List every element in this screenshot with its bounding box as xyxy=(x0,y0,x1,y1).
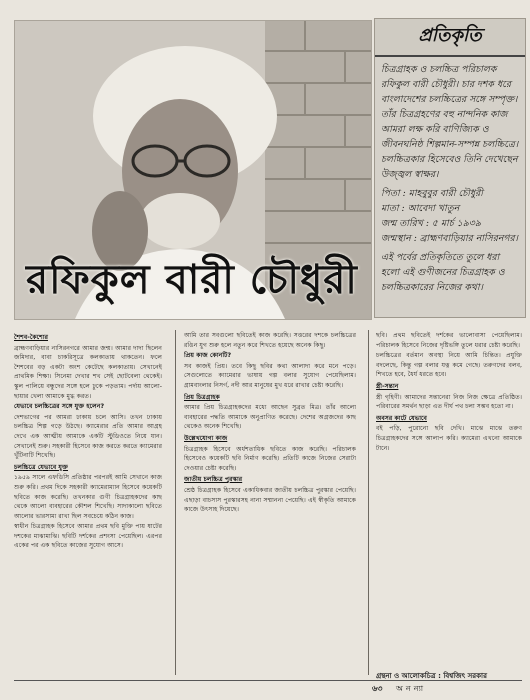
sidebar-heading: প্রতিকৃতি xyxy=(375,19,525,57)
column-divider xyxy=(368,330,369,675)
article-paragraph: আমি তার সবগুলো ছবিতেই কাজ করেছি। সত্তরের দশকে চলচ্চিত্রের রঙিন যুগ শুরু হলে নতুন করে শিখতে হয়েছে অনেক কিছু। xyxy=(184,332,356,349)
article-paragraph: ব্রাহ্মণবাড়িয়ার নাসিরনগরে আমার জন্ম। আমার দাদা ছিলেন জমিদার, বাবা চাকরিসূত্রে কলকাতায় থাকতেন। ফলে শৈশবের বড় একটা অংশ কেটেছে কলকাতায়। সেখানেই প্রাথমিক শিক্ষা। সিনেমা দেখার শখ সেই ছোটবেলা থেকেই। স্কুল পালিয়ে বন্ধুদের সঙ্গে হলে ঢুকে পড়তাম। পর্দায় আলো-ছায়ার খেলা আমাকে মুগ্ধ করত। xyxy=(14,344,162,400)
interview-question: প্রিয় কাজ কোনটি? xyxy=(184,352,232,360)
article-column-3 xyxy=(376,331,522,671)
photo-title: রফিকুল বারী চৌধুরী xyxy=(26,256,358,303)
section-heading: অবসর কাটে যেভাবে xyxy=(376,414,427,422)
sidebar-birthdate: জন্ম তারিখ : ৫ মার্চ ১৯৩৯ xyxy=(381,218,481,229)
article-paragraph: স্বাধীন চিত্রগ্রাহক হিসেবে আমার প্রথম ছবি মুক্তি পায় ষাটের দশকের মাঝামাঝি। ছবিটি দর্শকের প্রশংসা পেয়েছিল। এরপর একের পর এক ছবিতে কাজের সুযোগ আসে। xyxy=(14,523,162,550)
article-paragraph: দেশভাগের পর আমরা ঢাকায় চলে আসি। তখন ঢাকায় চলচ্চিত্র শিল্প গড়ে উঠছে। ক্যামেরার প্রতি আমার আগ্রহ দেখে এক আত্মীয় আমাকে একটি স্টুডিওতে নিয়ে যান। সেখানেই শুরু। সহকারী হিসেবে কাজ করতে করতে ক্যামেরার খুঁটিনাটি শিখেছি। xyxy=(14,413,162,460)
article-paragraph: শ্রেষ্ঠ চিত্রগ্রাহক হিসেবে একাধিকবার জাতীয় চলচ্চিত্র পুরস্কার পেয়েছি। এছাড়া বাচসাস পুরস্কারসহ নানা সম্মাননা পেয়েছি। এই স্বীকৃতি আমাকে কাজে উৎসাহ দিয়েছে। xyxy=(184,486,356,514)
article-paragraph: ১৯৫৯ সালে এফডিসি প্রতিষ্ঠার পরপরই আমি সেখানে কাজ শুরু করি। প্রথম দিকে সহকারী ক্যামেরাম্যান হিসেবে কয়েকটি ছবিতে কাজ করেছি। তখনকার গুণী চিত্রগ্রাহকদের কাছ থেকে আলো ব্যবহারের কৌশল শিখেছি। সাদাকালো ছবিতে আলোর ভারসাম্য রাখা ছিল সবচেয়ে কঠিন কাজ। xyxy=(14,474,162,520)
sidebar-outro: এই পর্বের প্রতিকৃতিতে তুলে ধরা হলো এই গুণীজনের চিত্রগ্রাহক ও চলচ্চিত্রকারের নিজের কথা। xyxy=(381,252,505,293)
magazine-name: অনন্যা xyxy=(396,684,427,693)
sidebar-mother: মাতা : আবেদা খাতুন xyxy=(381,203,460,214)
article-paragraph: চলচ্চিত্রের বর্তমান অবস্থা নিয়ে আমি চিন্তিত। প্রযুক্তি বদলেছে, কিন্তু গল্প বলার যত্ন কমে গেছে। তরুণদের বলব, শিখতে হবে, ধৈর্য ধরতে হবে। xyxy=(376,352,522,379)
credit-line: গ্রন্থনা ও আলোকচিত্র : বিশ্বজিৎ সরকার xyxy=(376,672,487,680)
interview-question: যেভাবে চলচ্চিত্রের সঙ্গে যুক্ত হলেন? xyxy=(14,403,105,411)
article-paragraph: স্ত্রী গৃহিণী। আমাদের সন্তানেরা নিজ নিজ ক্ষেত্রে প্রতিষ্ঠিত। পরিবারের সমর্থন ছাড়া এত দীর্ঘ পথ চলা সম্ভব হতো না। xyxy=(376,393,522,411)
article-column-2 xyxy=(184,331,356,671)
sidebar-body xyxy=(375,57,525,304)
section-heading: চলচ্চিত্রে যেভাবে যুক্ত xyxy=(14,463,69,471)
section-heading: স্ত্রী-সন্তান xyxy=(376,382,399,390)
article-paragraph: আমার প্রিয় চিত্রগ্রাহকদের মধ্যে আছেন সুব্রত মিত্র। তাঁর আলো ব্যবহারের পদ্ধতি আমাকে অনুপ্রাণিত করেছে। দেশের অগ্রজদের কাছ থেকেও অনেক শিখেছি। xyxy=(184,404,356,431)
article-paragraph: বই পড়ি, পুরোনো ছবি দেখি। মাঝে মাঝে তরুণ চিত্রগ্রাহকদের সঙ্গে আলাপ করি। ক্যামেরা এখনো আমাকে টানে। xyxy=(376,425,522,452)
article-paragraph: ছবি। প্রথম ছবিতেই দর্শকের ভালোবাসা পেয়েছিলাম। পরিচালক হিসেবে নিজের দৃষ্টিভঙ্গি তুলে ধরার চেষ্টা করেছি। xyxy=(376,332,522,349)
profile-sidebar xyxy=(374,18,526,318)
article-paragraph: চিত্রগ্রাহক হিসেবে অর্ধশতাধিক ছবিতে কাজ করেছি। পরিচালক হিসেবেও কয়েকটি ছবি নির্মাণ করেছি। প্রতিটি কাজে নিজের সেরাটা দেওয়ার চেষ্টা করেছি। xyxy=(184,445,356,472)
sidebar-father: পিতা : মাহবুবুর বারী চৌধুরী xyxy=(381,188,483,199)
sidebar-intro: চিত্রগ্রাহক ও চলচ্চিত্র পরিচালক রফিকুল বারী চৌধুরী। চার দশক ধরে বাংলাদেশের চলচ্চিত্রের সঙ্গে সম্পৃক্ত। তাঁর চিত্রগ্রহণের বহু নান্দনিক কাজ আমরা লক্ষ করি বাণিজ্যিক ও জীবনঘনিষ্ঠ শিল্পমান-সম্পন্ন চলচ্চিত্রে। চলচ্চিত্রকার হিসেবেও তিনি দেখেছেন উজ্জ্বল স্বাক্ষর। xyxy=(381,64,519,180)
section-heading: জাতীয় চলচ্চিত্র পুরস্কার xyxy=(184,476,243,484)
section-heading: শৈশব-কৈশোর xyxy=(14,334,49,341)
article-paragraph: সব কাজই প্রিয়। তবে কিছু ছবির কথা আলাদা করে মনে পড়ে। সেগুলোতে ক্যামেরার ভাষায় গল্প বলার সুযোগ পেয়েছিলাম। গ্রামবাংলার নিসর্গ, নদী আর মানুষের মুখ ধরে রাখার চেষ্টা করেছি। xyxy=(184,362,356,389)
column-divider xyxy=(175,330,176,675)
section-heading: প্রিয় চিত্রগ্রাহক xyxy=(184,393,220,401)
page-number: ৬৩ xyxy=(372,684,383,693)
section-heading: উল্লেখযোগ্য কাজ xyxy=(184,434,228,442)
sidebar-birthplace: জন্মস্থান : ব্রাহ্মণবাড়িয়ার নাসিরনগর। xyxy=(381,233,518,244)
article-column-1 xyxy=(14,331,162,671)
page-footer xyxy=(14,680,522,697)
